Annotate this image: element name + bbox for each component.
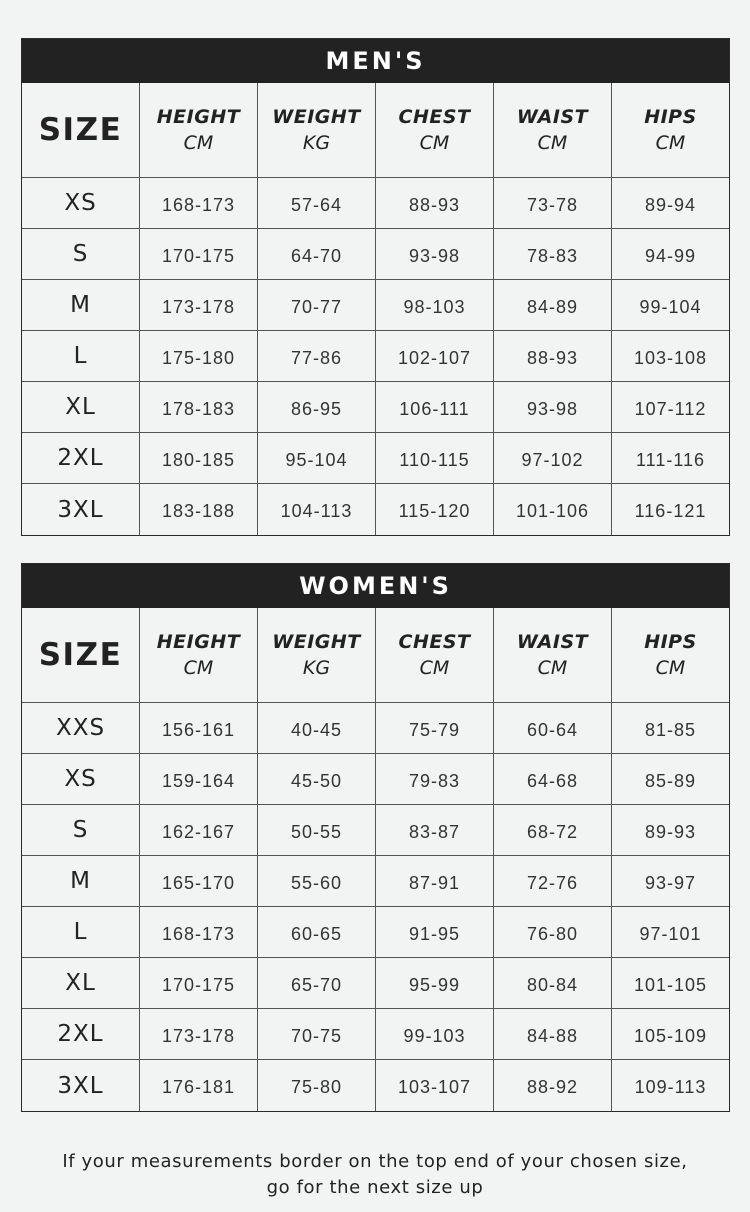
size-label-cell: XXS xyxy=(22,703,140,754)
measurement-cell: 106-111 xyxy=(376,382,494,433)
mens-size-table xyxy=(21,38,730,536)
measurement-cell: 60-64 xyxy=(494,703,612,754)
header-label: SIZE xyxy=(38,637,123,673)
header-unit: CM xyxy=(655,657,686,679)
size-label-cell: S xyxy=(22,229,140,280)
measurement-cell: 95-104 xyxy=(258,433,376,484)
measurement-cell: 78-83 xyxy=(494,229,612,280)
measurement-cell: 103-107 xyxy=(376,1060,494,1111)
header-label: CHEST xyxy=(398,106,471,128)
footnote-line: If your measurements border on the top end of your chosen size, xyxy=(62,1151,688,1172)
header-label: HEIGHT xyxy=(156,106,241,128)
size-label-cell: XS xyxy=(22,754,140,805)
measurement-cell: 111-116 xyxy=(612,433,729,484)
measurement-cell: 105-109 xyxy=(612,1009,729,1060)
measurement-cell: 84-88 xyxy=(494,1009,612,1060)
womens-size-table xyxy=(21,563,730,1112)
measurement-cell: 95-99 xyxy=(376,958,494,1009)
measurement-cell: 115-120 xyxy=(376,484,494,535)
measurement-cell: 88-93 xyxy=(494,331,612,382)
measurement-cell: 97-101 xyxy=(612,907,729,958)
header-waist xyxy=(494,83,612,178)
measurement-cell: 77-86 xyxy=(258,331,376,382)
header-unit: CM xyxy=(655,132,686,154)
header-unit: KG xyxy=(302,657,331,679)
measurement-cell: 183-188 xyxy=(140,484,258,535)
measurement-cell: 97-102 xyxy=(494,433,612,484)
measurement-cell: 168-173 xyxy=(140,178,258,229)
header-unit: CM xyxy=(183,132,214,154)
header-unit: CM xyxy=(183,657,214,679)
header-label: WAIST xyxy=(516,631,589,653)
measurement-cell: 101-106 xyxy=(494,484,612,535)
table-grid xyxy=(22,83,729,535)
header-waist xyxy=(494,608,612,703)
header-hips xyxy=(612,608,729,703)
measurement-cell: 170-175 xyxy=(140,229,258,280)
measurement-cell: 173-178 xyxy=(140,1009,258,1060)
measurement-cell: 110-115 xyxy=(376,433,494,484)
measurement-cell: 101-105 xyxy=(612,958,729,1009)
measurement-cell: 156-161 xyxy=(140,703,258,754)
size-label-cell: 3XL xyxy=(22,1060,140,1111)
size-label-cell: XL xyxy=(22,382,140,433)
measurement-cell: 75-79 xyxy=(376,703,494,754)
measurement-cell: 81-85 xyxy=(612,703,729,754)
measurement-cell: 159-164 xyxy=(140,754,258,805)
measurement-cell: 173-178 xyxy=(140,280,258,331)
header-label: WAIST xyxy=(516,106,589,128)
measurement-cell: 70-75 xyxy=(258,1009,376,1060)
measurement-cell: 64-68 xyxy=(494,754,612,805)
header-unit: CM xyxy=(419,657,450,679)
measurement-cell: 89-93 xyxy=(612,805,729,856)
measurement-cell: 93-98 xyxy=(376,229,494,280)
header-weight xyxy=(258,608,376,703)
measurement-cell: 175-180 xyxy=(140,331,258,382)
size-label-cell: 3XL xyxy=(22,484,140,535)
table-grid xyxy=(22,608,729,1111)
header-label: WEIGHT xyxy=(272,106,361,128)
footnote xyxy=(0,1149,750,1201)
measurement-cell: 94-99 xyxy=(612,229,729,280)
measurement-cell: 176-181 xyxy=(140,1060,258,1111)
header-label: HEIGHT xyxy=(156,631,241,653)
measurement-cell: 84-89 xyxy=(494,280,612,331)
measurement-cell: 50-55 xyxy=(258,805,376,856)
measurement-cell: 93-97 xyxy=(612,856,729,907)
size-label-cell: XS xyxy=(22,178,140,229)
header-weight xyxy=(258,83,376,178)
header-unit: CM xyxy=(537,657,568,679)
measurement-cell: 102-107 xyxy=(376,331,494,382)
measurement-cell: 98-103 xyxy=(376,280,494,331)
measurement-cell: 40-45 xyxy=(258,703,376,754)
header-chest xyxy=(376,608,494,703)
measurement-cell: 87-91 xyxy=(376,856,494,907)
measurement-cell: 45-50 xyxy=(258,754,376,805)
measurement-cell: 107-112 xyxy=(612,382,729,433)
header-unit: CM xyxy=(537,132,568,154)
measurement-cell: 88-93 xyxy=(376,178,494,229)
measurement-cell: 165-170 xyxy=(140,856,258,907)
size-label-cell: S xyxy=(22,805,140,856)
measurement-cell: 168-173 xyxy=(140,907,258,958)
measurement-cell: 85-89 xyxy=(612,754,729,805)
measurement-cell: 76-80 xyxy=(494,907,612,958)
size-label-cell: M xyxy=(22,856,140,907)
header-label: HIPS xyxy=(644,631,697,653)
header-label: HIPS xyxy=(644,106,697,128)
measurement-cell: 91-95 xyxy=(376,907,494,958)
size-label-cell: L xyxy=(22,907,140,958)
measurement-cell: 80-84 xyxy=(494,958,612,1009)
header-height xyxy=(140,83,258,178)
measurement-cell: 73-78 xyxy=(494,178,612,229)
measurement-cell: 104-113 xyxy=(258,484,376,535)
header-height xyxy=(140,608,258,703)
table-title: MEN'S xyxy=(22,39,729,83)
footnote-line: go for the next size up xyxy=(266,1177,484,1198)
measurement-cell: 68-72 xyxy=(494,805,612,856)
measurement-cell: 72-76 xyxy=(494,856,612,907)
measurement-cell: 109-113 xyxy=(634,1077,707,1097)
measurement-cell: 64-70 xyxy=(258,229,376,280)
measurement-cell: 99-104 xyxy=(612,280,729,331)
size-label-cell: 2XL xyxy=(22,1009,140,1060)
measurement-cell: 178-183 xyxy=(140,382,258,433)
measurement-cell: 86-95 xyxy=(258,382,376,433)
header-size xyxy=(22,83,140,178)
measurement-cell: 180-185 xyxy=(140,433,258,484)
header-label: CHEST xyxy=(398,631,471,653)
measurement-cell: 99-103 xyxy=(376,1009,494,1060)
header-chest xyxy=(376,83,494,178)
header-label: WEIGHT xyxy=(272,631,361,653)
header-unit: KG xyxy=(302,132,331,154)
size-label-cell: L xyxy=(22,331,140,382)
header-unit: CM xyxy=(419,132,450,154)
measurement-cell: 170-175 xyxy=(140,958,258,1009)
size-label-cell: XL xyxy=(22,958,140,1009)
measurement-cell: 65-70 xyxy=(258,958,376,1009)
measurement-cell: 57-64 xyxy=(258,178,376,229)
header-label: SIZE xyxy=(38,112,123,148)
size-label-cell: 2XL xyxy=(22,433,140,484)
measurement-cell: 88-92 xyxy=(494,1060,612,1111)
table-title: WOMEN'S xyxy=(22,564,729,608)
measurement-cell: 116-121 xyxy=(634,501,707,521)
size-label-cell: M xyxy=(22,280,140,331)
measurement-cell: 89-94 xyxy=(612,178,729,229)
measurement-cell: 55-60 xyxy=(258,856,376,907)
measurement-cell: 79-83 xyxy=(376,754,494,805)
header-size xyxy=(22,608,140,703)
measurement-cell: 162-167 xyxy=(140,805,258,856)
measurement-cell: 70-77 xyxy=(258,280,376,331)
header-hips xyxy=(612,83,729,178)
measurement-cell: 75-80 xyxy=(258,1060,376,1111)
measurement-cell: 93-98 xyxy=(494,382,612,433)
measurement-cell: 103-108 xyxy=(612,331,729,382)
measurement-cell: 60-65 xyxy=(258,907,376,958)
measurement-cell: 83-87 xyxy=(376,805,494,856)
